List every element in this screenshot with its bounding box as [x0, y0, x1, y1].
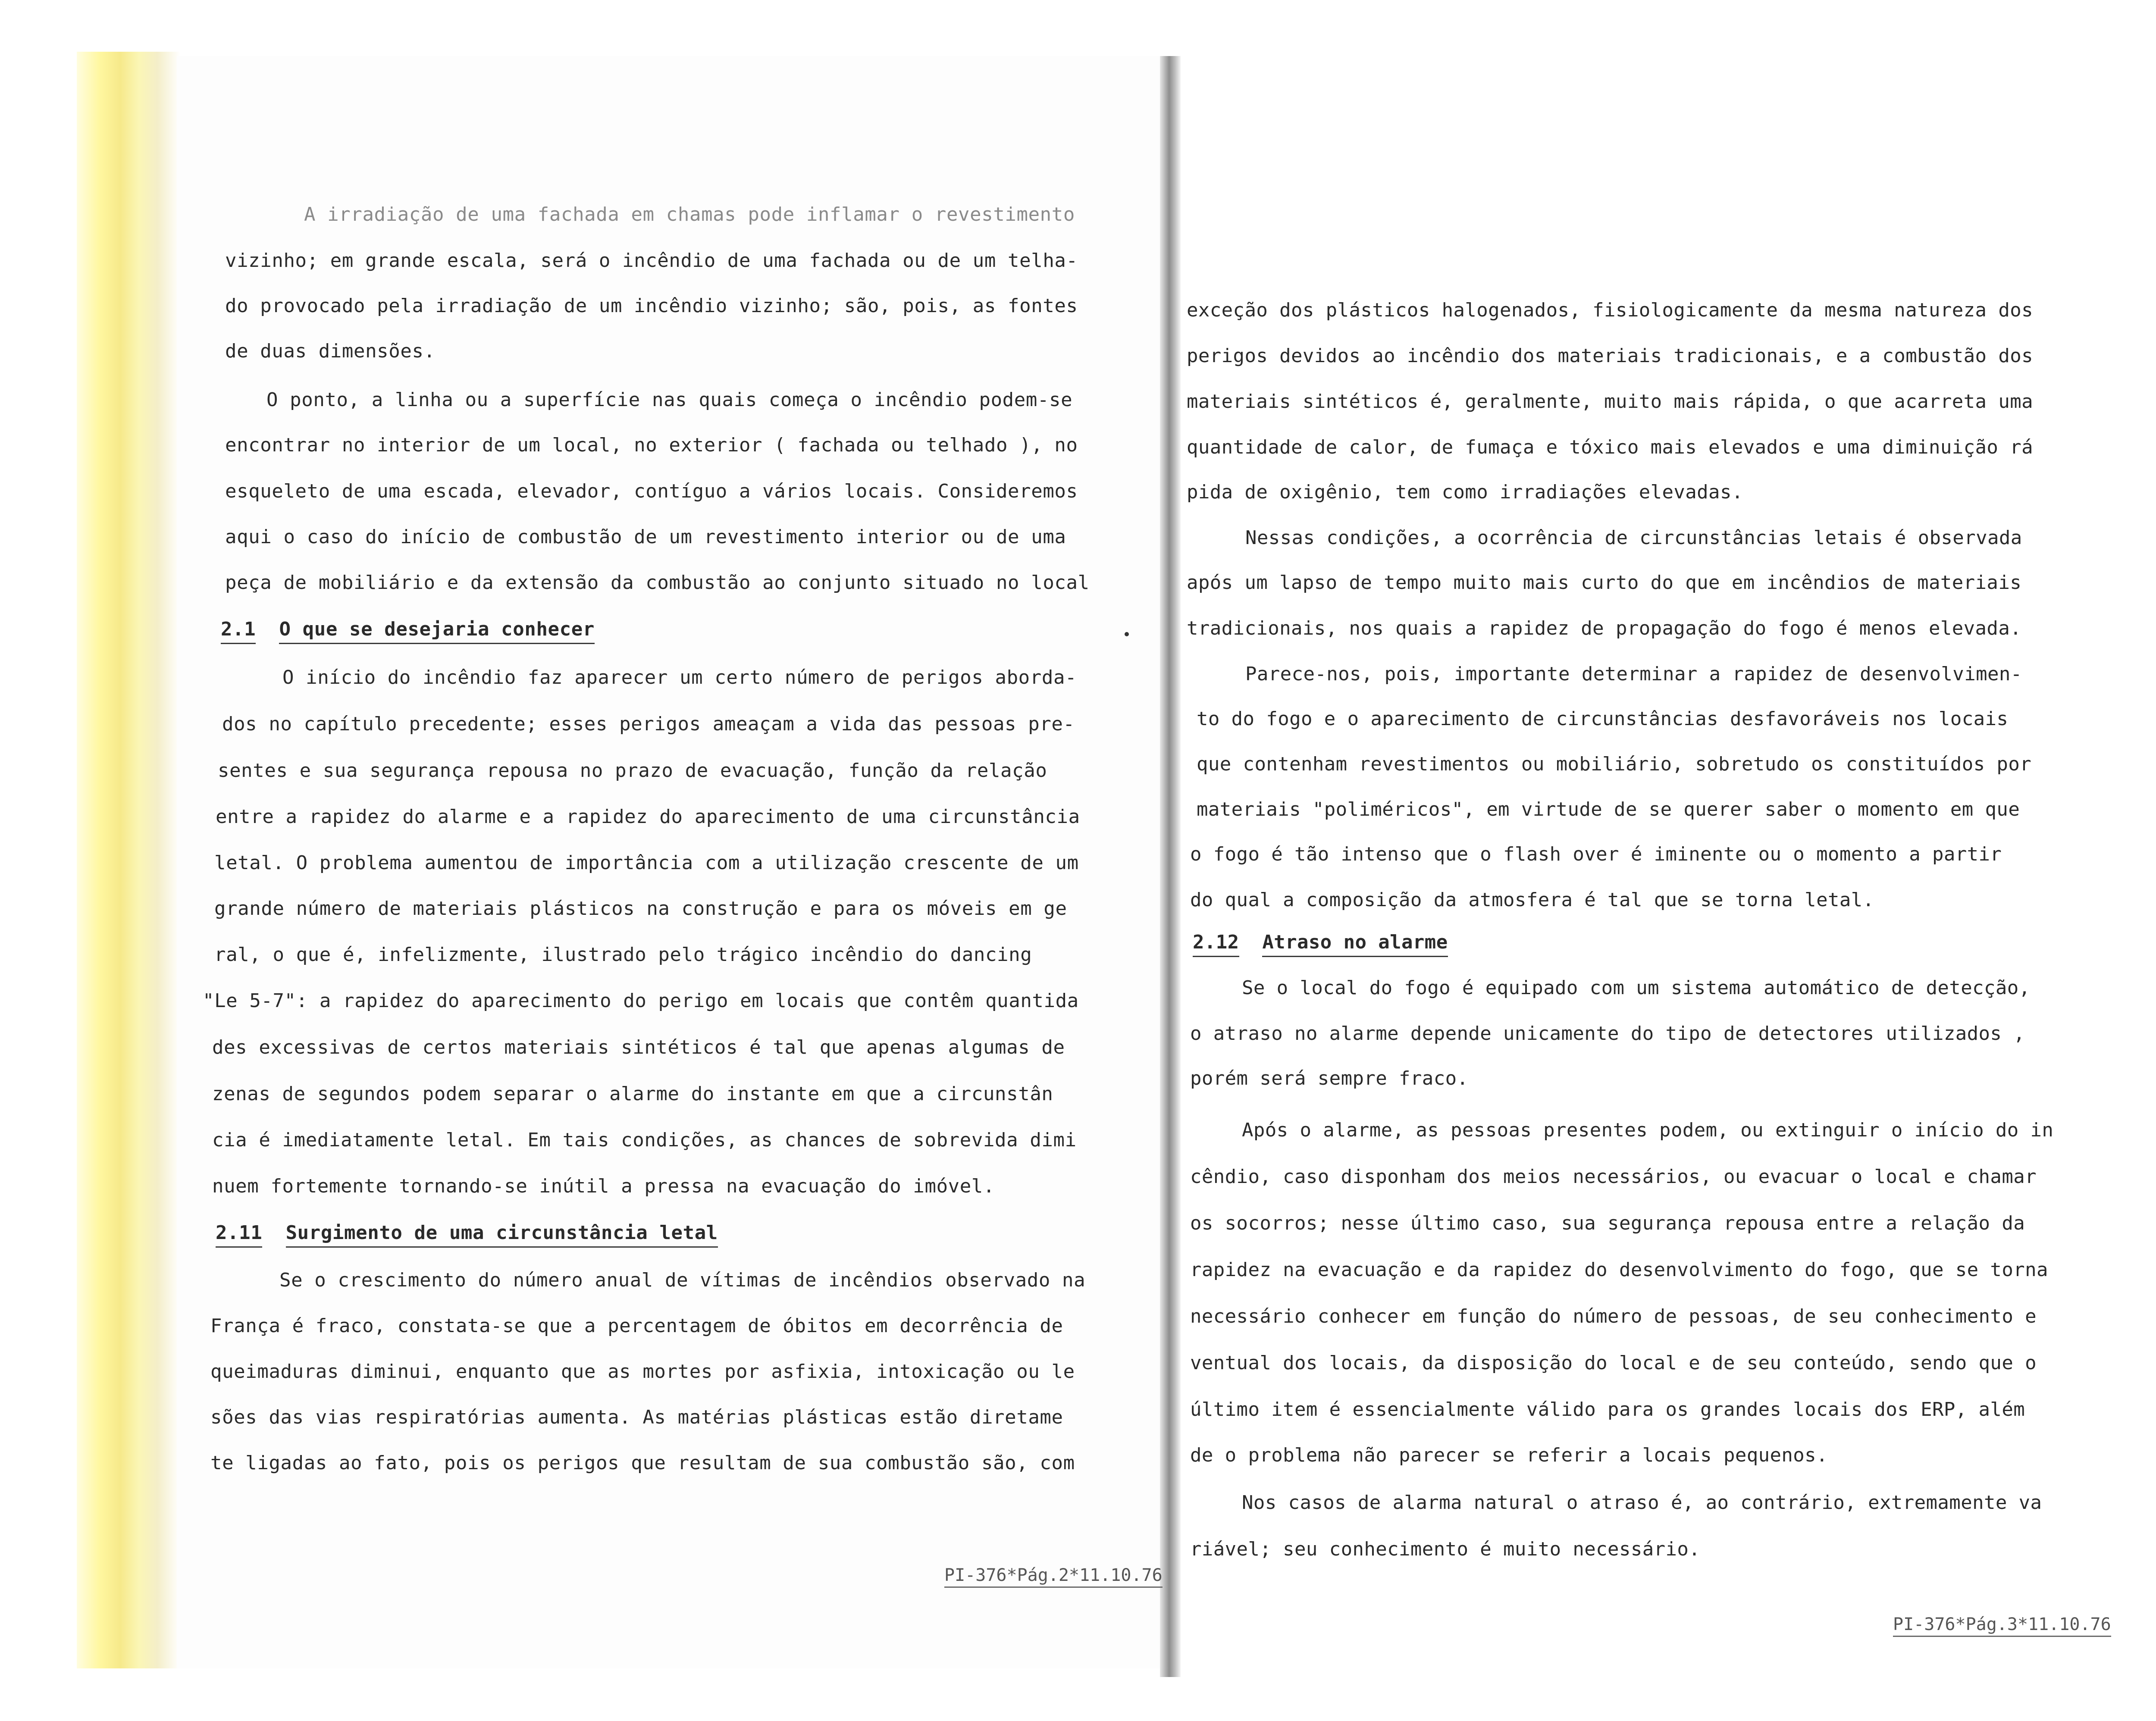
text-line: o fogo é tão intenso que o flash over é iminente ou o momento a partir: [1190, 843, 2002, 865]
text-line: quantidade de calor, de fumaça e tóxico mais elevados e uma diminuição rá: [1187, 436, 2033, 458]
text-line: entre a rapidez do alarme e a rapidez do aparecimento de uma circunstância: [216, 806, 1080, 828]
text-line: "Le 5-7": a rapidez do aparecimento do perigo em locais que contêm quantida: [203, 990, 1079, 1012]
text-line: ventual dos locais, da disposição do local e de seu conteúdo, sendo que o: [1190, 1352, 2037, 1374]
text-line: O início do incêndio faz aparecer um certo número de perigos aborda-: [282, 666, 1077, 688]
text-line: do qual a composição da atmosfera é tal que se torna letal.: [1190, 889, 1874, 911]
text-line: Se o crescimento do número anual de vítimas de incêndios observado na: [279, 1269, 1086, 1291]
section-title: Surgimento de uma circunstância letal: [286, 1222, 718, 1248]
text-line: que contenham revestimentos ou mobiliário, sobretudo os constituídos por: [1197, 753, 2032, 775]
text-line: do provocado pela irradiação de um incêndio vizinho; são, pois, as fontes: [225, 295, 1078, 317]
text-line: to do fogo e o aparecimento de circunstâncias desfavoráveis nos locais: [1197, 708, 2009, 730]
text-line: exceção dos plásticos halogenados, fisiologicamente da mesma natureza dos: [1187, 299, 2033, 321]
section-title: O que se desejaria conhecer: [279, 618, 594, 644]
section-heading: [221, 616, 595, 642]
text-line: porém será sempre fraco.: [1190, 1067, 1469, 1089]
section-number: 2.12: [1193, 931, 1239, 957]
text-line: dos no capítulo precedente; esses perigos ameaçam a vida das pessoas pre-: [222, 713, 1075, 735]
text-line: A irradiação de uma fachada em chamas pode inflamar o revestimento: [304, 203, 1075, 225]
text-line: materiais "poliméricos", em virtude de se querer saber o momento em que: [1197, 798, 2020, 820]
text-line: de duas dimensões.: [225, 340, 436, 362]
text-line: após um lapso de tempo muito mais curto do que em incêndios de materiais: [1187, 572, 2022, 594]
text-line: materiais sintéticos é, geralmente, muito mais rápida, o que acarreta uma: [1187, 391, 2033, 413]
text-line: sentes e sua segurança repousa no prazo de evacuação, função da relação: [218, 760, 1047, 782]
text-line: des excessivas de certos materiais sintéticos é tal que apenas algumas de: [212, 1036, 1065, 1058]
text-line: vizinho; em grande escala, será o incêndio de uma fachada ou de um telha-: [225, 250, 1078, 272]
text-line: sões das vias respiratórias aumenta. As matérias plásticas estão diretame: [210, 1406, 1063, 1428]
page-edge-stack: [77, 52, 180, 1668]
section-heading: [1193, 929, 1448, 955]
text-line: os socorros; nesse último caso, sua segurança repousa entre a relação da: [1190, 1212, 2025, 1234]
text-line: rapidez na evacuação e da rapidez do desenvolvimento do fogo, que se torna: [1190, 1259, 2048, 1281]
text-line: Nessas condições, a ocorrência de circunstâncias letais é observada: [1245, 527, 2022, 549]
text-line: letal. O problema aumentou de importância com a utilização crescente de um: [214, 852, 1079, 874]
text-line: França é fraco, constata-se que a percentagem de óbitos em decorrência de: [210, 1315, 1063, 1337]
section-title: Atraso no alarme: [1262, 931, 1448, 957]
text-line: aqui o caso do início de combustão de um revestimento interior ou de uma: [225, 526, 1066, 548]
text-line: nuem fortemente tornando-se inútil a pressa na evacuação do imóvel.: [212, 1175, 995, 1197]
text-line: tradicionais, nos quais a rapidez de propagação do fogo é menos elevada.: [1187, 617, 2022, 639]
text-line: ral, o que é, infelizmente, ilustrado pelo trágico incêndio do dancing: [214, 944, 1032, 966]
page-footer-right: PI-376*Pág.3*11.10.76: [1893, 1613, 2111, 1637]
text-line: Após o alarme, as pessoas presentes podem, ou extinguir o início do in: [1242, 1119, 2054, 1141]
text-line: encontrar no interior de um local, no exterior ( fachada ou telhado ), no: [225, 434, 1078, 456]
text-line: necessário conhecer em função do número de pessoas, de seu conhecimento e: [1190, 1305, 2037, 1327]
page-footer-left: PI-376*Pág.2*11.10.76: [944, 1564, 1163, 1588]
section-heading: [216, 1220, 718, 1246]
text-line: te ligadas ao fato, pois os perigos que resultam de sua combustão são, com: [210, 1452, 1075, 1474]
text-line: queimaduras diminui, enquanto que as mortes por asfixia, intoxicação ou le: [210, 1361, 1075, 1383]
ink-speck: [1125, 632, 1129, 636]
text-line: pida de oxigênio, tem como irradiações elevadas.: [1187, 481, 1743, 503]
text-line: de o problema não parecer se referir a locais pequenos.: [1190, 1444, 1828, 1466]
text-line: o atraso no alarme depende unicamente do tipo de detectores utilizados ,: [1190, 1023, 2025, 1045]
text-line: cêndio, caso disponham dos meios necessários, ou evacuar o local e chamar: [1190, 1166, 2037, 1188]
section-number: 2.11: [216, 1222, 262, 1248]
book-gutter: [1160, 56, 1181, 1677]
text-line: zenas de segundos podem separar o alarme do instante em que a circunstân: [212, 1083, 1053, 1105]
text-line: peça de mobiliário e da extensão da combustão ao conjunto situado no local: [225, 572, 1090, 594]
text-line: Nos casos de alarma natural o atraso é, ao contrário, extremamente va: [1242, 1492, 2042, 1514]
text-line: riável; seu conhecimento é muito necessário.: [1190, 1538, 1701, 1560]
section-number: 2.1: [221, 618, 256, 644]
text-line: esqueleto de uma escada, elevador, contíguo a vários locais. Consideremos: [225, 480, 1078, 502]
text-line: O ponto, a linha ou a superfície nas quais começa o incêndio podem-se: [266, 389, 1073, 411]
text-line: grande número de materiais plásticos na construção e para os móveis em ge: [214, 898, 1067, 920]
text-line: perigos devidos ao incêndio dos materiais tradicionais, e a combustão dos: [1187, 345, 2033, 367]
text-line: cia é imediatamente letal. Em tais condições, as chances de sobrevida dimi: [212, 1129, 1077, 1151]
text-line: último item é essencialmente válido para os grandes locais dos ERP, além: [1190, 1399, 2025, 1421]
text-line: Se o local do fogo é equipado com um sistema automático de detecção,: [1242, 977, 2031, 999]
text-line: Parece-nos, pois, importante determinar a rapidez de desenvolvimen-: [1245, 663, 2022, 685]
